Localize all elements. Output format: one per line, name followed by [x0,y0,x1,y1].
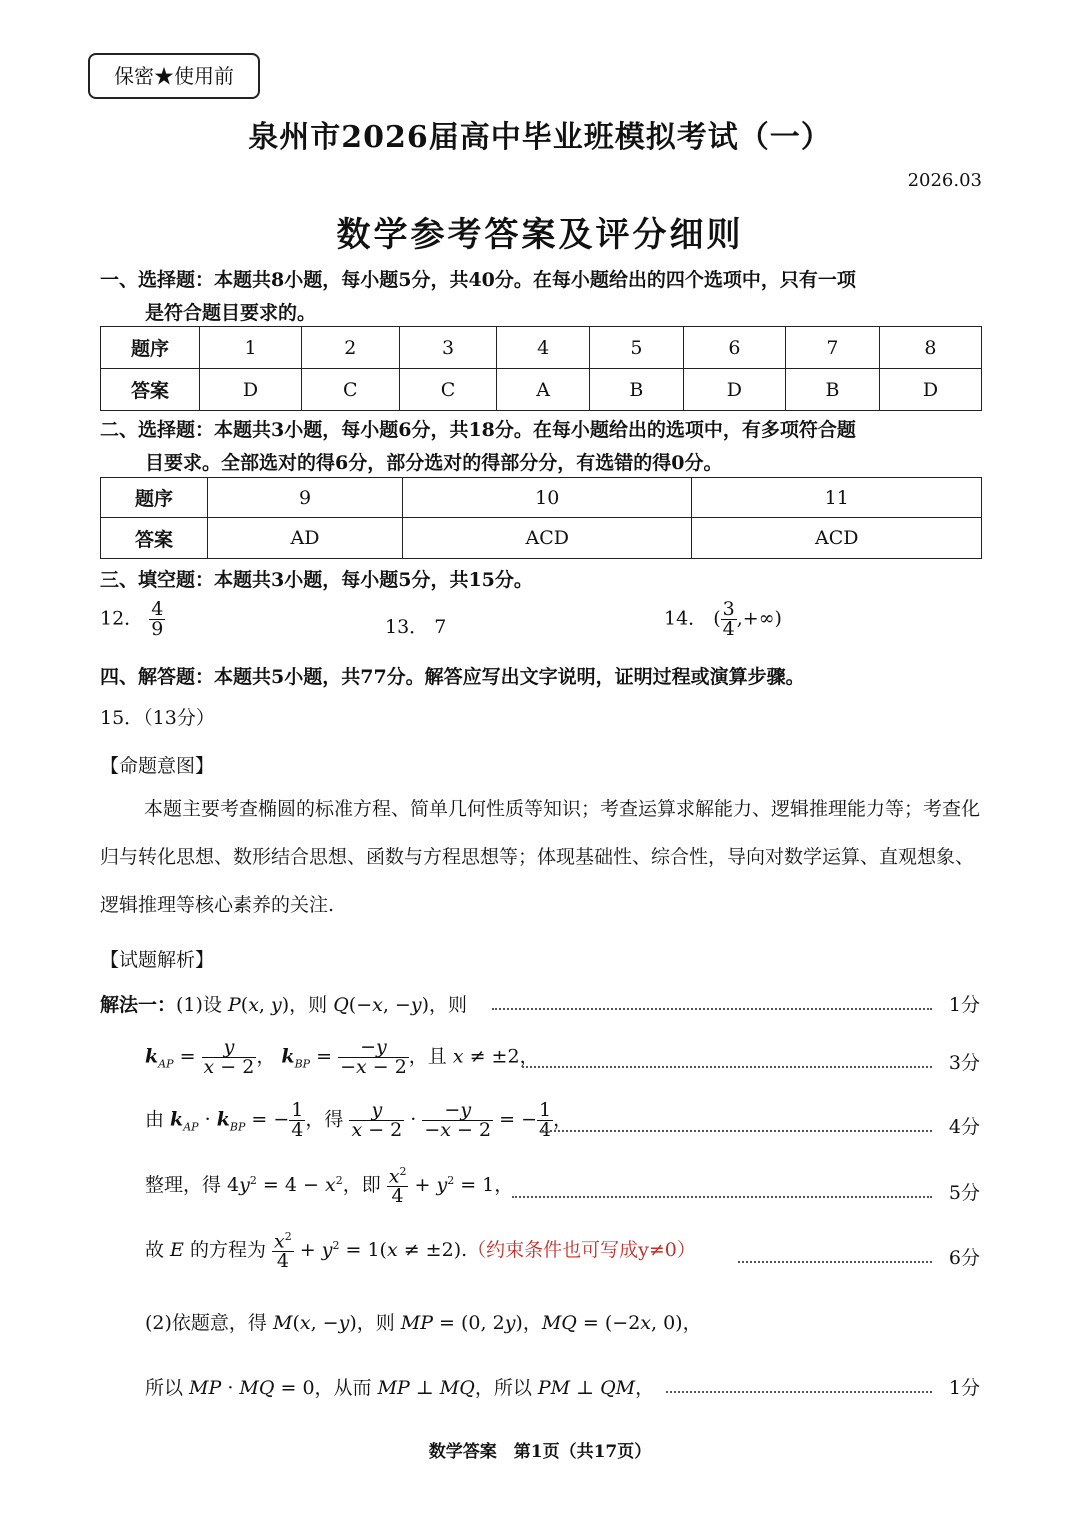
table-row [101,478,982,518]
solution-step-7: 所以 MP · MQ = 0，从而 MP ⊥ MQ，所以 PM ⊥ QM， [145,1377,655,1399]
method-label: 解法一： [100,994,177,1016]
section1-heading-cont: 是符合题目要求的。 [145,302,317,324]
dotted-leader [542,1130,932,1132]
intent-text: 本题主要考查椭圆的标准方程、简单几何性质等知识；考查运算求解能力、逻辑推理能力等；考查化归与转化思想、数形结合思想、函数与方程思想等；体现基础性、综合性，导向对数学运算、直观想象、逻辑推理等核心素养的关注. [100,798,981,916]
section2-answer-table [100,477,982,559]
question-number: 3 [399,327,497,369]
section1-heading: 一、选择题：本题共8小题，每小题5分，共40分。在每小题给出的四个选项中，只有一项 [100,269,856,291]
answer-cell: D [879,369,981,411]
answer-cell: ACD [402,518,692,559]
answer-cell: D [683,369,785,411]
intent-label: 【命题意图】 [100,755,215,777]
q12-numerator: 4 [151,598,164,620]
table-row [101,369,982,411]
q12-answer [100,600,165,639]
section2-heading-cont: 目要求。全部选对的得6分，部分选对的得部分分，有选错的得0分。 [145,452,723,474]
answer-cell: AD [208,518,403,559]
solution-step-5: 故 E 的方程为 $\frac{x^2}{4}$ + $y^2 = 1(x \ne \pm 2)$.（约束条件也可写成y≠0） [145,1230,696,1273]
score-mark: 1分 [948,1377,980,1399]
question-number: 10 [402,478,692,518]
intent-paragraph [100,785,980,929]
score-mark: 4分 [948,1116,980,1138]
exam-title: 泉州市2026届高中毕业班模拟考试（一） [248,120,832,155]
answer-cell: D [200,369,302,411]
dotted-leader [666,1391,932,1393]
solution-step-1: 解法一：(1)设 P(x, y)，则 Q(−x, −y)，则 [100,994,467,1016]
question-number: 4 [497,327,590,369]
section4-heading: 四、解答题：本题共5小题，共77分。解答应写出文字说明，证明过程或演算步骤。 [100,666,805,688]
solution-step-4: 整理，得 $4y^2 = 4 - x^2$，即 $\frac{x^2}{4}$ + $y^2 = 1$， [145,1165,514,1208]
q13-answer [385,612,446,639]
question-number: 2 [301,327,399,369]
exam-date: 2026.03 [907,170,982,191]
question-number: 11 [692,478,982,518]
question-number: 9 [208,478,403,518]
constraint-note: （约束条件也可写成y≠0） [467,1239,696,1262]
answer-cell: A [497,369,590,411]
question-number: 5 [589,327,683,369]
table-row [101,327,982,369]
confidential-label: 保密★使用前 [88,53,260,99]
question-number: 7 [785,327,879,369]
q14-label: 14． [664,607,708,630]
q13-value: 7 [434,616,447,638]
answer-cell: B [785,369,879,411]
q14-denominator: 4 [722,618,735,640]
row-label: 题序 [101,327,200,369]
table-row [101,518,982,559]
q12-label: 12． [100,607,144,630]
score-mark: 6分 [948,1247,980,1269]
dotted-leader [522,1066,932,1068]
score-mark: 5分 [948,1182,980,1204]
score-mark: 3分 [948,1052,980,1074]
score-mark: 1分 [948,994,980,1016]
solution-step-6: (2)依题意，得 M(x, −y)，则 MP = (0, 2y)，MQ = (−2x, 0)， [145,1312,702,1334]
question-number: 8 [879,327,981,369]
q13-label: 13． [385,616,429,638]
dotted-leader [492,1008,932,1010]
question-number: 1 [200,327,302,369]
q14-answer [664,600,782,639]
analysis-label: 【试题解析】 [100,949,215,971]
answer-key-title: 数学参考答案及评分细则 [336,215,744,255]
row-label: 答案 [101,518,208,559]
answer-cell: ACD [692,518,982,559]
section1-answer-table [100,326,982,411]
answer-cell: B [589,369,683,411]
row-label: 答案 [101,369,200,411]
answer-cell: C [399,369,497,411]
q12-denominator: 9 [151,618,164,640]
question-number: 6 [683,327,785,369]
section3-heading: 三、填空题：本题共3小题，每小题5分，共15分。 [100,569,533,591]
solution-step-2: $k_{AP}$ = $\frac{y}{x - 2}$ ， $k_{BP}$ = $\frac{-y}{-x - 2}$ ，且 x ≠ ±2， [145,1036,539,1078]
q15-label: 15．（13分） [100,707,215,729]
q14-open: ( [713,607,721,630]
q14-fraction [721,600,737,639]
solution-step-3: 由 $k_{AP} \cdot k_{BP}$ = − $\frac{1}{4}$ ，得 $\frac{y}{x - 2}$ · $\frac{-y}{-x - 2}$ = − $\frac{1}{4}$ ， [145,1099,573,1141]
section2-heading: 二、选择题：本题共3小题，每小题6分，共18分。在每小题给出的选项中，有多项符合题 [100,419,856,441]
page-footer: 数学答案 第1页（共17页） [428,1442,652,1462]
dotted-leader [738,1261,932,1263]
row-label: 题序 [101,478,208,518]
q14-numerator: 3 [722,598,735,620]
q12-fraction [149,600,165,639]
q14-tail: ,+∞) [736,607,782,630]
answer-cell: C [301,369,399,411]
dotted-leader [512,1196,932,1198]
